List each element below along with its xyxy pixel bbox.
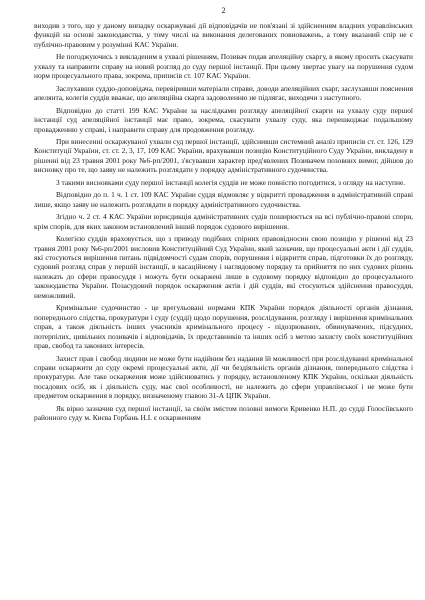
- paragraph-8: Згідно ч. 2 ст. 4 КАС України юрисдикція адміністративних судів поширюється на всі публічно-правові спори, крім спорів, для яких законом встановлений інший порядок судового вирішення.: [34, 212, 413, 231]
- paragraph-6: З такими висновками суду першої інстанції колегія суддів не може повністю погодитися, з огляду на наступне.: [56, 177, 406, 187]
- page-number: 2: [221, 6, 226, 15]
- paragraph-2: Не погоджуючись з викладеним в ухвалі рішенням, Позивач подав апеляційну скаргу, в якому просить скасувати ухвалу та направити справу на новий розгляд до суду першої інстанції. При цьому звертає увагу на порушення судом норм процесуального права, зокрема, приписів ст. 107 КАС України.: [34, 52, 413, 81]
- paragraph-3: Заслухавши суддю-доповідача, перевіривши матеріали справи, доводи апеляційних скарг, заслухавши пояснення апелянта, колегія суддів вважає, що апеляційна скарга задоволенню не підлягає, виходячи з наступного.: [34, 83, 413, 103]
- paragraph-5: При винесенні оскаржуваної ухвали суд першої інстанції, здійснивши системний аналіз приписів ст. ст. 126, 129 Конституції України, ст. ст. 2, 3, 17, 109 КАС України, врахувавши позицію Конституційного Суду України, викладену в рішенні від 23 травня 2001 року №6-рп/2001, з'ясувавши характер пред'явлених Позивачем позовних вимог, дійшов до висновку про те, що заяву не належить розглядати у порядку адміністративного судочинства.: [34, 136, 413, 175]
- paragraph-4: Відповідно до статті 199 КАС України за наслідками розгляду апеляційної скарги на ухвалу суду першої інстанції суд апеляційної інстанції має право, зокрема, скасувати ухвалу суду, яка перешкоджає подальшому провадженню у справі, і направити справу для продовження розгляду.: [34, 105, 413, 134]
- paragraph-7: Відповідно до п. 1 ч. 1 ст. 109 КАС України суддя відмовляє у відкритті провадження в адміністративній справі лише, якщо заяву не належить розглядати в порядку адміністративного судочинства.: [34, 190, 413, 209]
- paragraph-9: Колегією суддів враховується, що з приводу подібних спірних правовідносин свою позицію у рішенні від 23 травня 2001 року №6-рп/2001 висловив Конституційний Суд України, який зазначив, що процесуальні акти і дії суддів, які стосуються вирішення питань підвідомчості судам спорів, порушення і відкриття справ, підготовки їх до розгляду, судовий розгляд справ у першій інстанції, в касаційному і наглядовому порядку та прийняття по них судових рішень належать до сфери правосуддя і можуть бути оскаржені лише в судовому порядку відповідно до процесуального законодавства України. Позасудовий порядок оскарження актів і дій суддів, які стосуються здійснення правосуддя, неможливий.: [34, 234, 413, 300]
- paragraph-12: Як вірно зазначив суд першої інстанції, за своїм змістом позовні вимоги Кривенко Н.П. до судді Голосіївського районного суду м. Києва Горбань Н.І. є оскарженням: [34, 403, 413, 423]
- paragraph-10: Кримінальне судочинство - це врегульовані нормами КПК України порядок діяльності органів дізнання, попереднього слідства, прокуратури і суду (судді) щодо порушення, розслідування, розгляду і вирішення кримінальних справ, а також діяльність інших учасників кримінального процесу - підозрюваних, обвинувачених, підсудних, потерпілих, цивільних позивачів і відповідачів, їх представників та інших осіб з метою захисту своїх конституційних прав, свобод та законних інтересів.: [34, 303, 413, 351]
- paragraph-1: виходив з того, що у даному випадку оскаржувані дії відповідачів не пов'язані зі здійсненням владних управлінських функцій на основі законодавства, у тому числі на виконання делегованих повноважень, а тому вказаний спір не є публічно-правовим у розумінні КАС України.: [34, 21, 413, 49]
- paragraph-11: Захист прав і свобод людини не може бути надійним без надання їй можливості при розслідуванні кримінальної справи оскаржити до суду окремі процесуальні акти, дії чи бездіяльність органів дізнання, попереднього слідства і прокуратури. Але таке оскарження може здійснюватись у порядку, встановленому КПК України, оскільки діяльність посадових осіб, як і діяльність суду, має свої особливості, не належить до сфери управлінської і не може бути предметом оскарження в порядку, визначеному главою 31-А ЦПК України.: [34, 353, 413, 401]
